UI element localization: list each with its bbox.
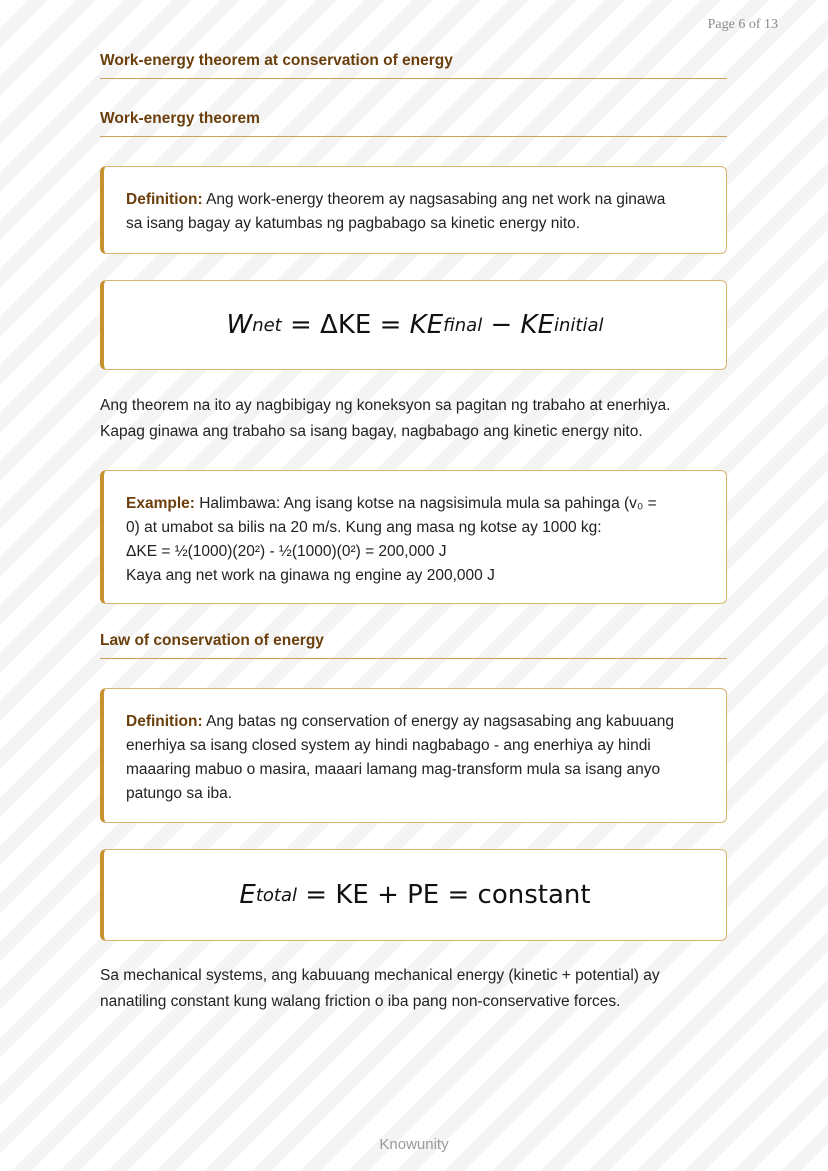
section-heading-work-energy: Work-energy theorem [100,110,727,137]
formula-subscript: total [255,884,298,906]
definition-label: Definition: [126,191,203,208]
definition-line: patungo sa iba. [126,785,233,802]
formula-symbol: E [239,880,256,910]
formula-symbol: W [226,310,253,340]
formula-box-work-energy [100,280,727,370]
definition-line: Ang work-energy theorem ay nagsasabing ang net work na ginawa [206,191,666,208]
paragraph-line: Kapag ginawa ang trabaho sa isang bagay, nagbabago ang kinetic energy nito. [100,423,643,440]
formula-subscript: initial [554,314,604,336]
example-label: Example: [126,495,195,512]
example-text [104,471,726,588]
page-number: Page 6 of 13 [707,17,778,32]
conservation-formula [104,850,726,940]
example-line: Kaya ang net work na ginawa ng engine ay 200,000 J [126,567,495,584]
paragraph-theorem [100,393,727,445]
section-heading-conservation: Law of conservation of energy [100,632,727,659]
paragraph-line: nanatiling constant kung walang friction o iba pang non-conservative forces. [100,993,621,1010]
definition-line: sa isang bagay ay katumbas ng pagbabago sa kinetic energy nito. [126,215,581,232]
footer-brand: Knowunity [379,1136,449,1153]
definition-line: enerhiya sa isang closed system ay hindi nagbabago - ang enerhiya ay hindi [126,737,651,754]
definition-line: Ang batas ng conservation of energy ay nagsasabing ang kabuuang [206,713,675,730]
work-energy-formula [104,281,726,369]
paragraph-line: Ang theorem na ito ay nagbibigay ng koneksyon sa pagitan ng trabaho at enerhiya. [100,397,671,414]
formula-text: = KE + PE = constant [297,880,591,910]
example-line: Halimbawa: Ang isang kotse na nagsisimula mula sa pahinga (v₀ = [199,495,657,512]
definition-box-work-energy [100,166,727,254]
example-line: 0) at umabot sa bilis na 20 m/s. Kung ang masa ng kotse ay 1000 kg: [126,519,602,536]
paragraph-mechanical [100,963,727,1015]
definition-label: Definition: [126,713,203,730]
paragraph-line: Sa mechanical systems, ang kabuuang mechanical energy (kinetic + potential) ay [100,967,660,984]
formula-symbol: KE [409,310,444,340]
definition-box-conservation [100,688,727,823]
example-box [100,470,727,604]
formula-text: = ΔKE = [281,310,410,340]
formula-symbol: KE [520,310,555,340]
definition-text [104,167,726,236]
definition-text [104,689,726,806]
example-line: ΔKE = ½(1000)(20²) - ½(1000)(0²) = 200,000 J [126,543,447,560]
formula-box-conservation [100,849,727,941]
main-heading: Work-energy theorem at conservation of energy [100,52,727,79]
formula-subscript: net [252,314,282,336]
definition-line: maaaring mabuo o masira, maaari lamang mag-transform mula sa isang anyo [126,761,661,778]
formula-text: − [482,310,521,340]
formula-subscript: final [443,314,483,336]
